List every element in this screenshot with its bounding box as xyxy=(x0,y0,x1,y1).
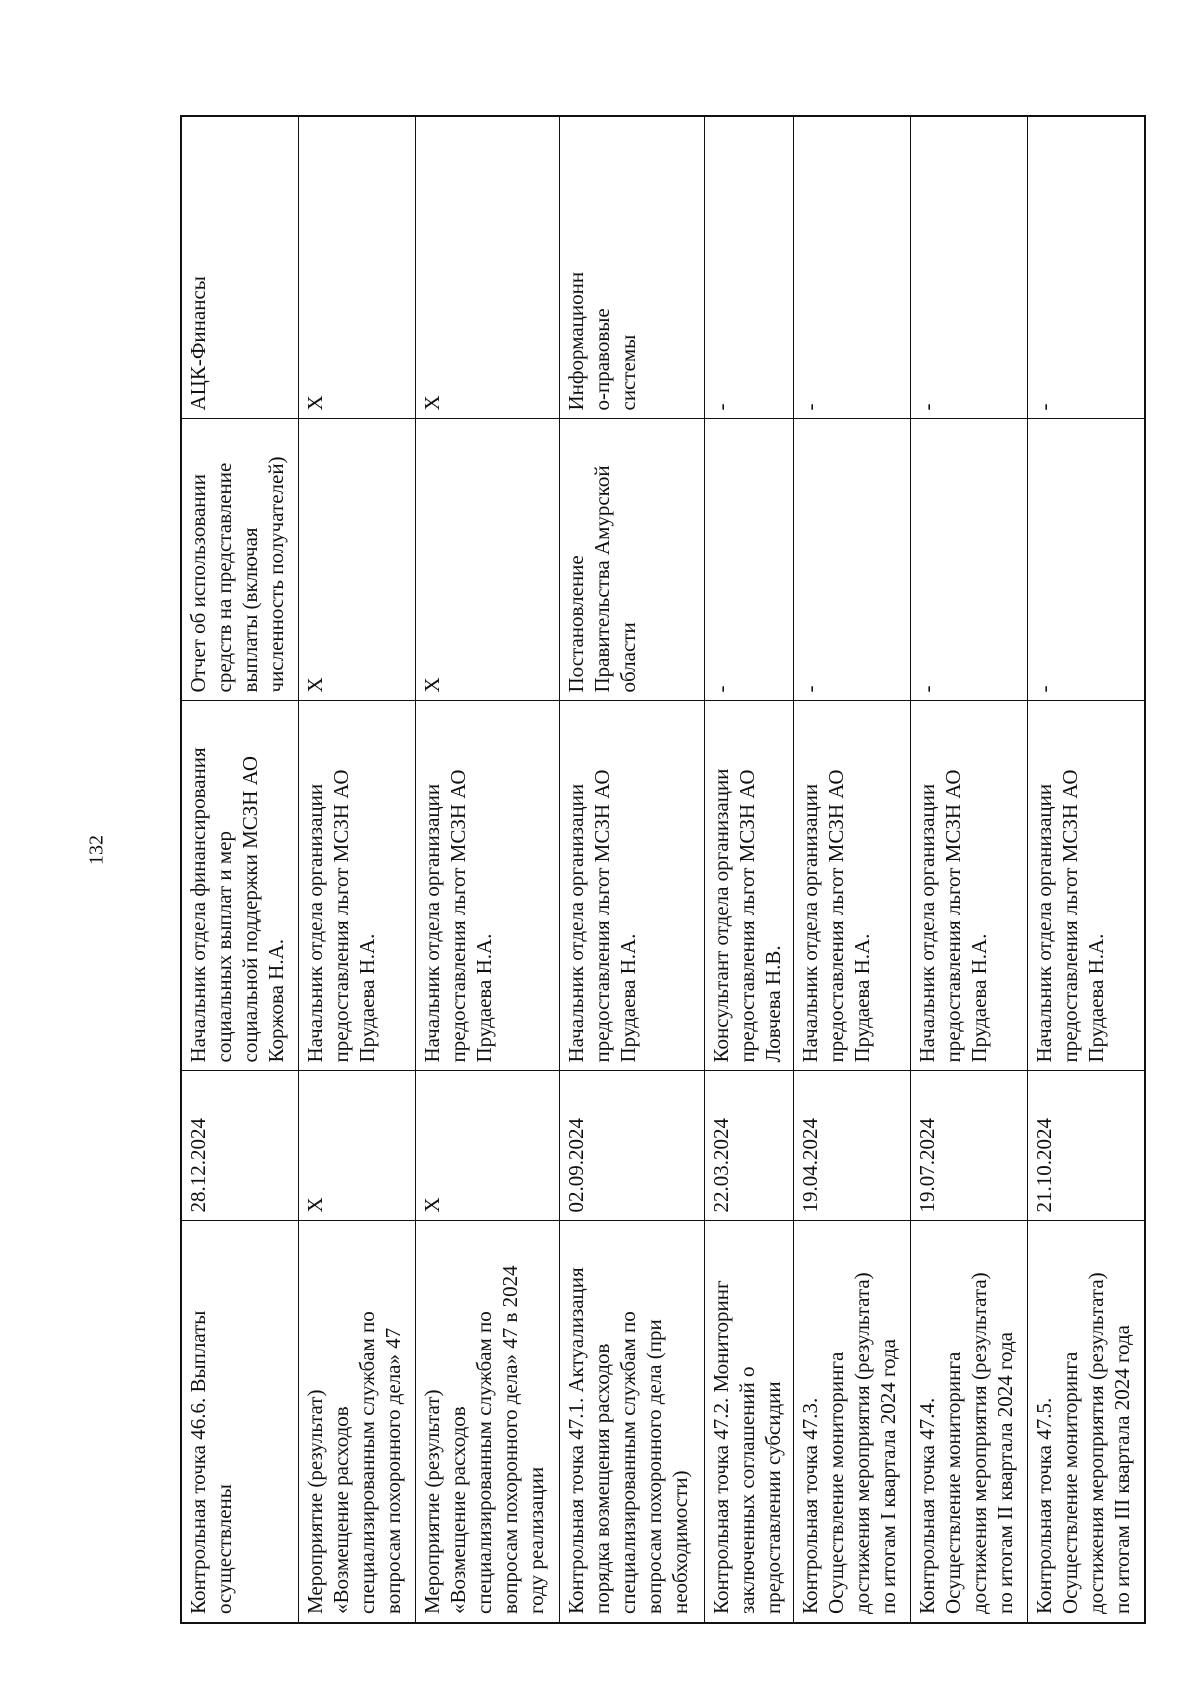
cell-event: Контрольная точка 47.5. Осуществление мониторинга достижения мероприятия (результата) по итогам III квартала 2024 года xyxy=(1027,1221,1145,1623)
cell-document: X xyxy=(298,419,415,701)
table-row xyxy=(298,116,415,1623)
cell-system: - xyxy=(1027,116,1145,419)
cell-responsible: Начальник отдела организации предоставления льгот МСЗН АО Прудаева Н.А. xyxy=(298,701,415,1071)
table-row xyxy=(1027,116,1145,1623)
cell-responsible: Начальник отдела организации предоставления льгот МСЗН АО Прудаева Н.А. xyxy=(911,701,1028,1071)
cell-date: 21.10.2024 xyxy=(1027,1071,1145,1221)
cell-system: АЦК-Финансы xyxy=(181,116,298,419)
table-row xyxy=(415,116,560,1623)
cell-system: X xyxy=(298,116,415,419)
cell-date: 28.12.2024 xyxy=(181,1071,298,1221)
cell-system: - xyxy=(704,116,793,419)
cell-event: Контрольная точка 47.3. Осуществление мониторинга достижения мероприятия (результата) по итогам I квартала 2024 года xyxy=(794,1221,911,1623)
page-number: 132 xyxy=(85,835,108,865)
cell-responsible: Начальник отдела организации предоставления льгот МСЗН АО Прудаева Н.А. xyxy=(560,701,705,1071)
cell-system: - xyxy=(794,116,911,419)
cell-document: - xyxy=(794,419,911,701)
cell-event: Контрольная точка 47.2. Мониторинг заключенных соглашений о предоставлении субсидии xyxy=(704,1221,793,1623)
cell-document: Постановление Правительства Амурской области xyxy=(560,419,705,701)
cell-system: X xyxy=(415,116,560,419)
cell-document: - xyxy=(911,419,1028,701)
table-row xyxy=(911,116,1028,1623)
cell-responsible: Начальник отдела организации предоставления льгот МСЗН АО Прудаева Н.А. xyxy=(1027,701,1145,1071)
control-points-table xyxy=(180,115,1146,1624)
table-row xyxy=(181,116,298,1623)
cell-event: Контрольная точка 47.1. Актуализация порядка возмещения расходов специализированным службам по вопросам похоронного дела (при необходимости) xyxy=(560,1221,705,1623)
cell-event: Контрольная точка 47.4. Осуществление мониторинга достижения мероприятия (результата) по итогам II квартала 2024 года xyxy=(911,1221,1028,1623)
rotated-table-container xyxy=(180,117,1146,1624)
cell-date: 19.04.2024 xyxy=(794,1071,911,1221)
cell-responsible: Начальник отдела организации предоставления льгот МСЗН АО Прудаева Н.А. xyxy=(415,701,560,1071)
cell-date: X xyxy=(415,1071,560,1221)
cell-document: - xyxy=(1027,419,1145,701)
table-row xyxy=(560,116,705,1623)
table-row xyxy=(794,116,911,1623)
cell-responsible: Начальник отдела организации предоставления льгот МСЗН АО Прудаева Н.А. xyxy=(794,701,911,1071)
cell-responsible: Начальник отдела финансирования социальных выплат и мер социальной поддержки МСЗН АО Коржова Н.А. xyxy=(181,701,298,1071)
cell-date: 19.07.2024 xyxy=(911,1071,1028,1221)
cell-event: Мероприятие (результат) «Возмещение расходов специализированным службам по вопросам похоронного дела» 47 в 2024 году реализации xyxy=(415,1221,560,1623)
cell-document: - xyxy=(704,419,793,701)
cell-event: Контрольная точка 46.6. Выплаты осуществлены xyxy=(181,1221,298,1623)
cell-event: Мероприятие (результат) «Возмещение расходов специализированным службам по вопросам похоронного дела» 47 xyxy=(298,1221,415,1623)
cell-date: X xyxy=(298,1071,415,1221)
cell-responsible: Консультант отдела организации предоставления льгот МСЗН АО Ловчева Н.В. xyxy=(704,701,793,1071)
cell-document: X xyxy=(415,419,560,701)
cell-system: Информационн о-правовые системы xyxy=(560,116,705,419)
table-row xyxy=(704,116,793,1623)
cell-document: Отчет об использовании средств на представление выплаты (включая численность получателей) xyxy=(181,419,298,701)
cell-system: - xyxy=(911,116,1028,419)
cell-date: 22.03.2024 xyxy=(704,1071,793,1221)
cell-date: 02.09.2024 xyxy=(560,1071,705,1221)
